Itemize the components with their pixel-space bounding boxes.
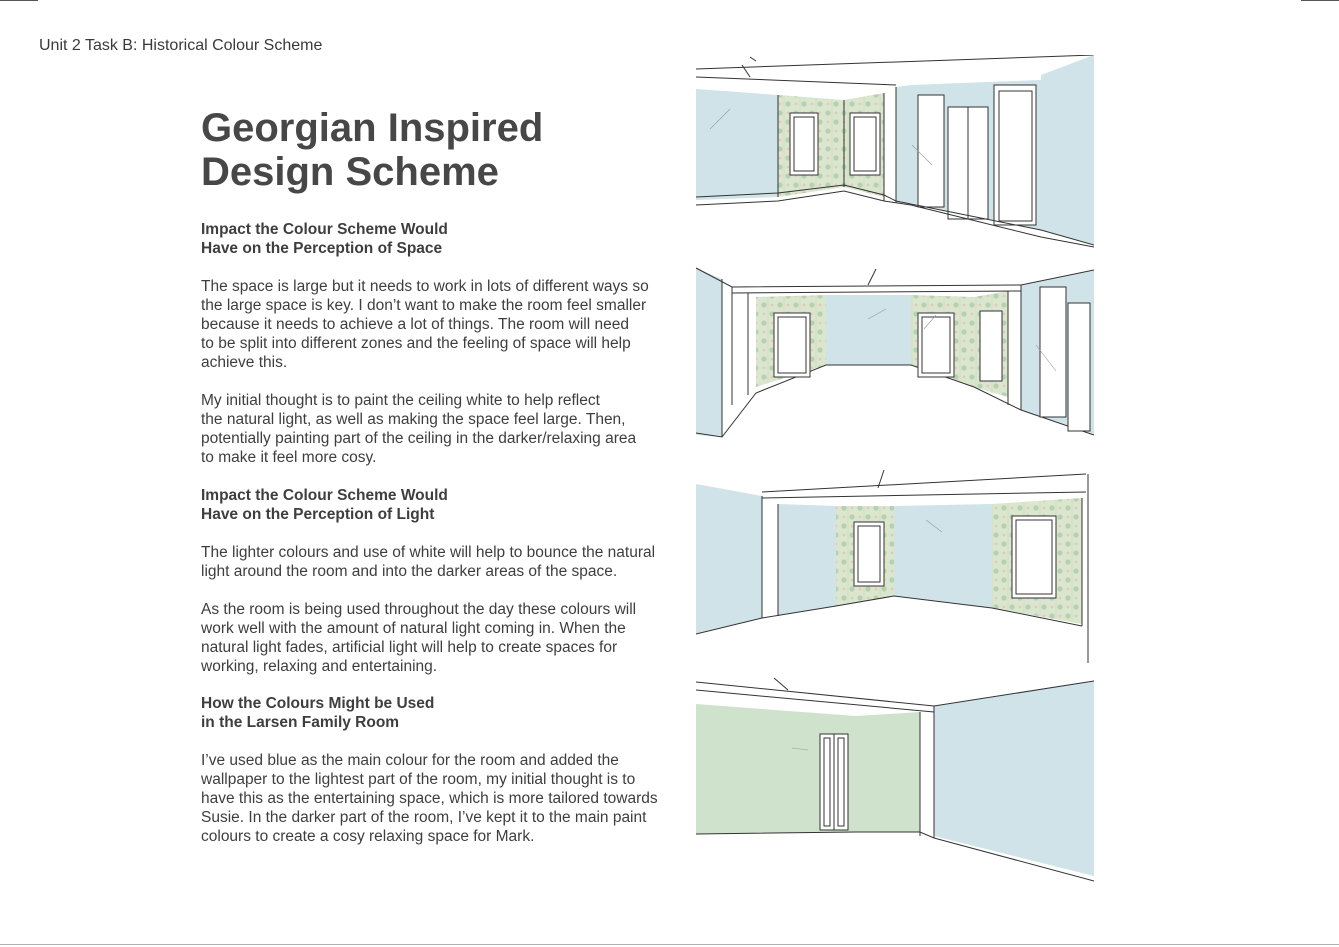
paragraph — [201, 543, 676, 581]
section-perception-of-light — [201, 486, 676, 676]
section-heading-line: in the Larsen Family Room — [201, 714, 400, 731]
room-sketch-drawing — [696, 468, 1094, 666]
room-sketch-view-3 — [696, 468, 1094, 666]
text-line: I’ve used blue as the main colour for the room and added the — [201, 752, 619, 769]
page-bottom-border — [0, 944, 1339, 945]
paragraph — [201, 600, 676, 676]
room-sketch-drawing — [696, 265, 1094, 440]
page-title — [201, 106, 671, 194]
section-heading-line: Have on the Perception of Light — [201, 506, 435, 523]
room-sketch-view-2 — [696, 265, 1094, 440]
text-line: work well with the amount of natural light coming in. When the — [201, 620, 626, 637]
text-line: Susie. In the darker part of the room, I’ve kept it to the main paint — [201, 809, 647, 826]
text-line: natural light fades, artificial light will help to create spaces for — [201, 639, 618, 656]
text-line: As the room is being used throughout the day these colours will — [201, 601, 637, 618]
unit-title: Unit 2 Task B: Historical Colour Scheme — [39, 37, 323, 54]
text-line: The space is large but it needs to work in lots of different ways so — [201, 278, 649, 295]
text-line: potentially painting part of the ceiling in the darker/relaxing area — [201, 430, 637, 447]
text-line: the natural light, as well as making the space feel large. Then, — [201, 411, 626, 428]
section-heading-line: Impact the Colour Scheme Would — [201, 221, 448, 238]
section-perception-of-space — [201, 220, 676, 467]
text-line: colours to create a cosy relaxing space for Mark. — [201, 828, 535, 845]
paragraph — [201, 277, 676, 372]
crop-mark-top-right — [1301, 0, 1339, 1]
text-line: have this as the entertaining space, which is more tailored towards — [201, 790, 658, 807]
paragraph — [201, 391, 676, 467]
text-line: to make it feel more cosy. — [201, 449, 377, 466]
section-heading-line: Have on the Perception of Space — [201, 240, 443, 257]
room-sketch-drawing — [696, 55, 1094, 250]
paragraph — [201, 751, 676, 846]
section-heading — [201, 486, 676, 524]
section-heading-line: How the Colours Might be Used — [201, 695, 435, 712]
room-sketch-drawing — [696, 676, 1094, 886]
room-sketch-view-4 — [696, 676, 1094, 886]
text-line: the large space is key. I don’t want to make the room feel smaller — [201, 297, 647, 314]
page-title-line: Georgian Inspired — [201, 106, 544, 150]
section-heading-line: Impact the Colour Scheme Would — [201, 487, 448, 504]
section-heading — [201, 220, 676, 258]
text-line: achieve this. — [201, 354, 288, 371]
text-line: working, relaxing and entertaining. — [201, 658, 438, 675]
text-line: The lighter colours and use of white will help to bounce the natural — [201, 544, 656, 561]
text-line: light around the room and into the darker areas of the space. — [201, 563, 618, 580]
text-line: to be split into different zones and the feeling of space will help — [201, 335, 631, 352]
room-sketch-view-1 — [696, 55, 1094, 250]
section-heading — [201, 694, 676, 732]
page-title-line: Design Scheme — [201, 150, 499, 194]
crop-mark-top-left — [0, 0, 38, 1]
text-line: wallpaper to the lightest part of the room, my initial thought is to — [201, 771, 636, 788]
text-line: because it needs to achieve a lot of things. The room will need — [201, 316, 629, 333]
section-colour-usage — [201, 694, 676, 846]
text-line: My initial thought is to paint the ceiling white to help reflect — [201, 392, 600, 409]
